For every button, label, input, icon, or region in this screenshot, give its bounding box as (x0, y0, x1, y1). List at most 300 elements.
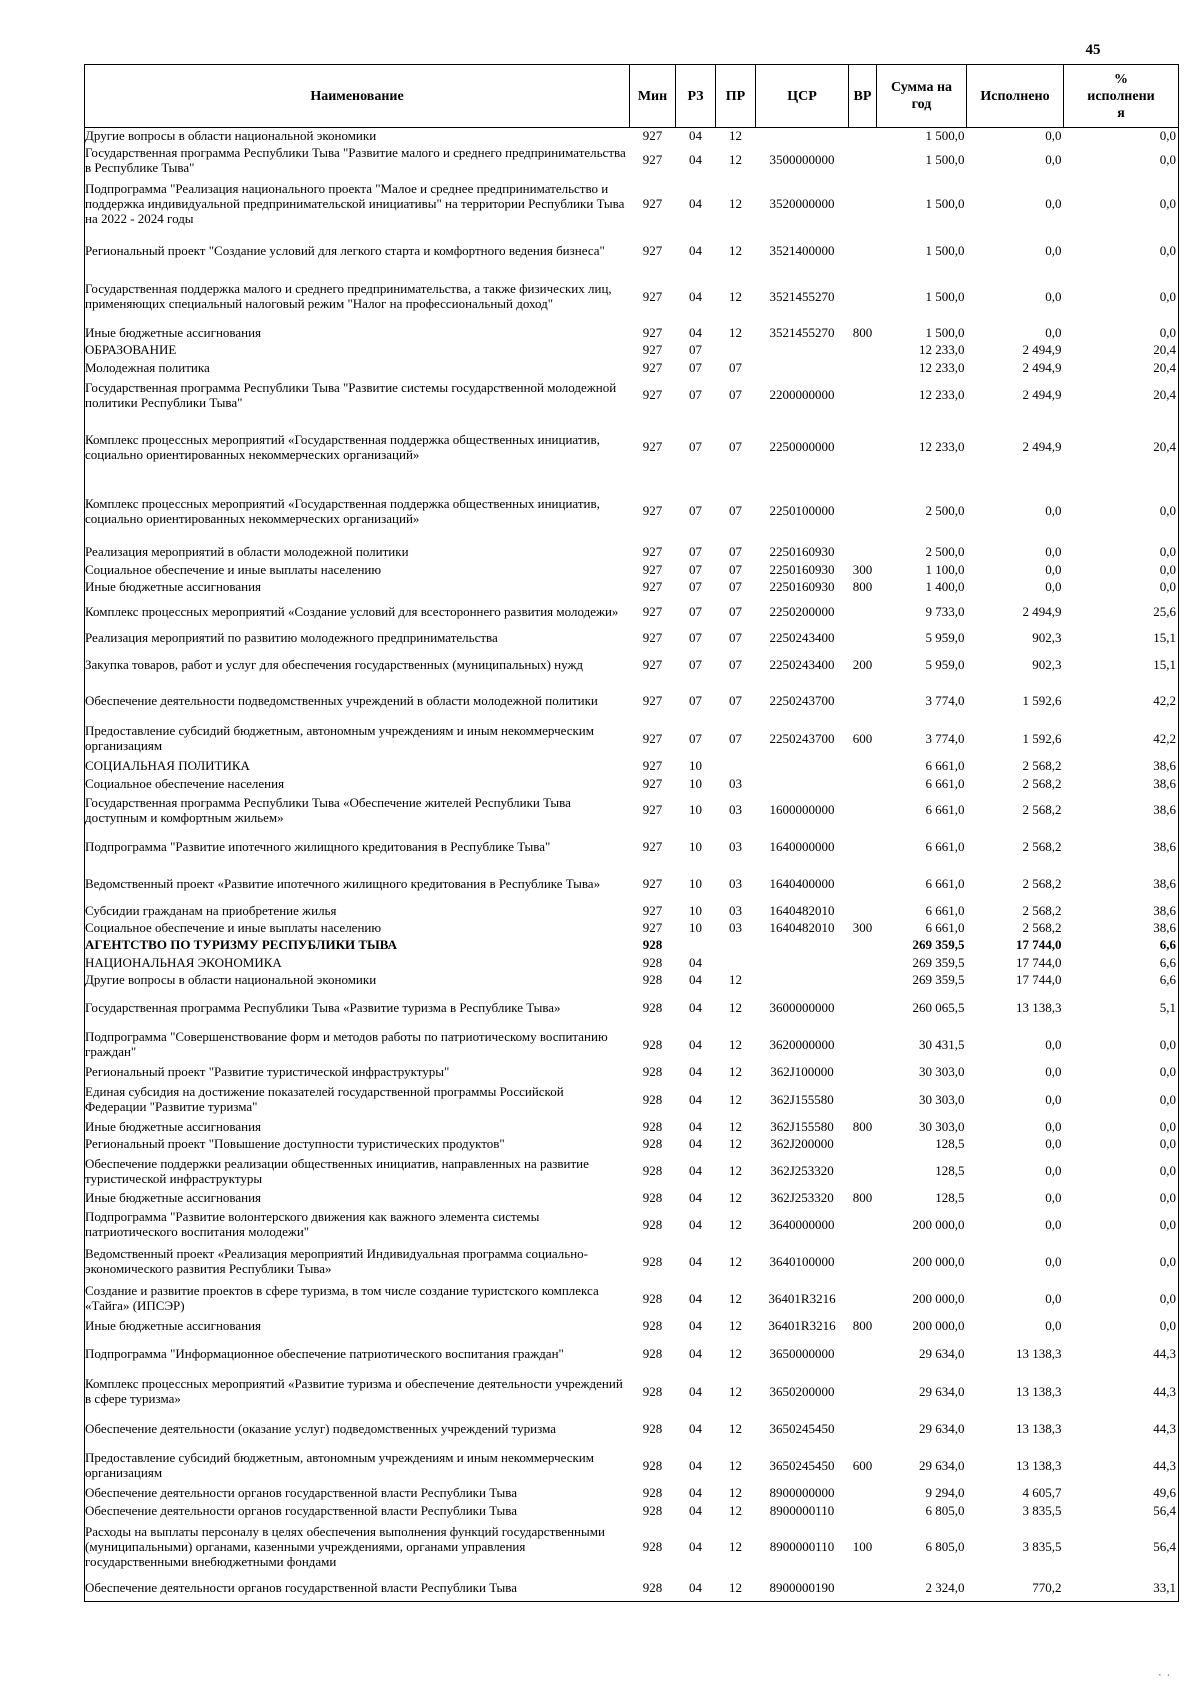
table-row (85, 648, 1179, 683)
row-done: 2 494,9 (1022, 603, 1062, 619)
row-pct: 20,4 (1064, 415, 1179, 481)
row-min: 927 (642, 876, 663, 892)
row-pr: 07 (729, 730, 742, 746)
row-csr: 3640000000 (769, 1216, 835, 1232)
row-vr (849, 233, 877, 270)
row-name: Государственная программа Республики Тыва "Развитие малого и среднего предпринимательства в Республике Тыва" (85, 145, 630, 177)
table-row (85, 145, 1179, 177)
row-pr: 12 (729, 1318, 742, 1334)
row-pr: 12 (729, 1539, 742, 1555)
row-min: 927 (642, 919, 663, 935)
row-done: 0,0 (1045, 1064, 1062, 1080)
row-pct: 38,6 (1064, 829, 1179, 867)
row-csr: 362J100000 (770, 1064, 834, 1080)
table-row (85, 415, 1179, 481)
row-csr: 3521400000 (769, 242, 835, 258)
row-sum: 1 400,0 (925, 578, 965, 594)
row-name: Закупка товаров, работ и услуг для обеспечения государственных (муниципальных) нужд (85, 648, 630, 683)
row-vr (849, 128, 877, 145)
table-body (85, 128, 1179, 1602)
row-csr: 3650000000 (769, 1346, 835, 1362)
row-csr: 1640000000 (769, 839, 835, 855)
row-pr: 12 (729, 1136, 742, 1152)
row-pr: 12 (729, 1163, 742, 1179)
row-name: Подпрограмма "Реализация национального проекта "Малое и среднее предпринимательство и поддержка индивидуальной предпринимательской инициативы" на территории Республики Тыва на 2022 - 2024 годы (85, 177, 630, 233)
row-pct: 0,0 (1064, 1207, 1179, 1244)
row-pct: 38,6 (1064, 776, 1179, 793)
row-rz: 07 (689, 503, 702, 519)
row-sum: 269 359,5 (912, 954, 965, 970)
row-name: Подпрограмма "Совершенствование форм и методов работы по патриотическому воспитанию граждан" (85, 1027, 630, 1064)
row-csr: 362J253320 (770, 1189, 834, 1205)
row-vr (849, 415, 877, 481)
row-min: 928 (642, 1420, 663, 1436)
row-pr (716, 937, 756, 955)
row-pct: 44,3 (1064, 1374, 1179, 1411)
row-vr: 300 (852, 561, 873, 577)
row-pct: 38,6 (1064, 867, 1179, 903)
table-row (85, 721, 1179, 758)
row-sum: 12 233,0 (919, 387, 965, 403)
row-rz: 04 (689, 1420, 702, 1436)
row-pr: 07 (729, 629, 742, 645)
table-row (85, 1027, 1179, 1064)
row-min: 928 (642, 1253, 663, 1269)
row-csr: 3520000000 (769, 196, 835, 212)
row-vr (849, 1374, 877, 1411)
row-pr: 12 (729, 196, 742, 212)
row-pr: 07 (729, 578, 742, 594)
table-row (85, 758, 1179, 776)
row-min: 928 (642, 1091, 663, 1107)
row-csr (756, 972, 849, 990)
row-name: Обеспечение деятельности подведомственных учреждений в области молодежной политики (85, 683, 630, 721)
row-min: 927 (642, 152, 663, 168)
row-vr (849, 177, 877, 233)
row-min: 928 (642, 972, 663, 988)
row-pct: 38,6 (1064, 758, 1179, 776)
row-sum: 128,5 (935, 1163, 965, 1179)
row-done: 2 494,9 (1022, 342, 1062, 358)
row-csr (756, 955, 849, 972)
row-name: Иные бюджетные ассигнования (85, 325, 630, 342)
row-sum: 29 634,0 (919, 1420, 965, 1436)
row-pr: 12 (729, 1502, 742, 1518)
table-row (85, 579, 1179, 596)
row-sum: 30 303,0 (919, 1118, 965, 1134)
row-min: 928 (642, 1216, 663, 1232)
row-rz: 04 (689, 999, 702, 1015)
row-rz: 10 (689, 902, 702, 918)
row-rz: 04 (689, 1457, 702, 1473)
table-row (85, 867, 1179, 903)
row-sum: 6 661,0 (925, 919, 965, 935)
row-name: Молодежная политика (85, 360, 630, 377)
row-pct: 0,0 (1064, 579, 1179, 596)
row-pr: 12 (729, 972, 742, 988)
row-vr (849, 758, 877, 776)
row-csr: 2250243400 (769, 656, 835, 672)
row-sum: 3 774,0 (925, 693, 965, 709)
row-min: 927 (642, 439, 663, 455)
row-pr: 12 (729, 1091, 742, 1107)
table-row (85, 1244, 1179, 1281)
row-name: Иные бюджетные ассигнования (85, 579, 630, 596)
row-pr: 12 (729, 1383, 742, 1399)
row-pr: 12 (729, 1189, 742, 1205)
row-vr (849, 867, 877, 903)
row-done: 0,0 (1045, 324, 1062, 340)
row-name: НАЦИОНАЛЬНАЯ ЭКОНОМИКА (85, 955, 630, 972)
row-name: Ведомственный проект «Реализация мероприятий Индивидуальная программа социально-экономического развития Республики Тыва» (85, 1244, 630, 1281)
header-min: Мин (630, 65, 676, 128)
row-min: 927 (642, 693, 663, 709)
row-pr: 07 (729, 439, 742, 455)
row-sum: 2 500,0 (925, 503, 965, 519)
row-name: Социальное обеспечение и иные выплаты населению (85, 562, 630, 579)
row-rz: 04 (689, 1036, 702, 1052)
row-done: 2 568,2 (1022, 802, 1062, 818)
row-sum: 6 805,0 (925, 1502, 965, 1518)
row-pr: 12 (729, 999, 742, 1015)
row-vr (849, 793, 877, 829)
row-name: Комплекс процессных мероприятий «Государственная поддержка общественных инициатив, социально ориентированных некоммерческих организаций» (85, 415, 630, 481)
row-csr: 2250160930 (769, 561, 835, 577)
row-pr: 07 (729, 387, 742, 403)
row-pct: 6,6 (1064, 955, 1179, 972)
row-pr: 12 (729, 1064, 742, 1080)
row-rz: 07 (689, 439, 702, 455)
row-csr: 8900000190 (756, 1576, 849, 1602)
row-name: Расходы на выплаты персоналу в целях обеспечения выполнения функций государственными (муниципальными) органами, казенными учреждениями, органами управления государственными внебюджетными фондами (85, 1520, 630, 1576)
row-min: 928 (642, 937, 663, 953)
header-csr: ЦСР (756, 65, 849, 128)
table-row (85, 543, 1179, 562)
table-row (85, 972, 1179, 990)
row-min: 927 (642, 578, 663, 594)
row-rz: 04 (689, 972, 702, 988)
row-sum: 6 661,0 (925, 775, 965, 791)
row-pct: 25,6 (1064, 596, 1179, 629)
row-min: 928 (642, 1189, 663, 1205)
row-done: 0,0 (1045, 152, 1062, 168)
row-done: 13 138,3 (1016, 1346, 1062, 1362)
row-csr (756, 776, 849, 793)
row-pct: 20,4 (1064, 377, 1179, 415)
row-rz: 04 (689, 1383, 702, 1399)
row-name: Региональный проект "Развитие туристической инфраструктуры" (85, 1064, 630, 1082)
budget-execution-table (84, 64, 1179, 1602)
row-rz: 04 (689, 1318, 702, 1334)
row-min: 928 (642, 1346, 663, 1362)
row-rz: 04 (689, 152, 702, 168)
header-pct (1064, 65, 1179, 128)
row-csr (756, 937, 849, 955)
row-pct: 0,0 (1064, 128, 1179, 145)
row-csr: 2250200000 (769, 603, 835, 619)
row-pct: 56,4 (1064, 1503, 1179, 1520)
row-rz: 04 (689, 1136, 702, 1152)
row-name: Иные бюджетные ассигнования (85, 1318, 630, 1336)
row-name: Комплекс процессных мероприятий «Государственная поддержка общественных инициатив, социально ориентированных некоммерческих организаций» (85, 481, 630, 543)
row-name: АГЕНТСТВО ПО ТУРИЗМУ РЕСПУБЛИКИ ТЫВА (85, 937, 630, 955)
row-rz: 04 (689, 1346, 702, 1362)
row-done: 0,0 (1045, 1136, 1062, 1152)
row-done: 2 494,9 (1022, 359, 1062, 375)
row-csr: 2250243400 (769, 629, 835, 645)
row-sum: 269 359,5 (912, 972, 965, 988)
row-pct: 0,0 (1064, 1154, 1179, 1190)
table-row (85, 1281, 1179, 1318)
row-pct: 0,0 (1064, 1082, 1179, 1119)
header-pct-line1: % (1114, 71, 1128, 87)
row-sum: 29 634,0 (919, 1457, 965, 1473)
row-csr: 3500000000 (769, 152, 835, 168)
row-done: 1 592,6 (1022, 730, 1062, 746)
row-min: 928 (642, 1118, 663, 1134)
row-done: 2 568,2 (1022, 876, 1062, 892)
row-vr: 800 (852, 324, 873, 340)
row-pr (716, 955, 756, 972)
row-done: 770,2 (967, 1576, 1064, 1602)
row-sum: 128,5 (935, 1189, 965, 1205)
table-row (85, 177, 1179, 233)
table-row (85, 1136, 1179, 1154)
row-done: 0,0 (1045, 1118, 1062, 1134)
row-vr (849, 596, 877, 629)
row-rz: 04 (689, 1091, 702, 1107)
row-done: 0,0 (1045, 503, 1062, 519)
row-sum: 30 431,5 (919, 1036, 965, 1052)
row-done: 0,0 (1045, 1036, 1062, 1052)
row-vr (849, 1411, 877, 1448)
row-pr: 07 (729, 503, 742, 519)
row-pct: 0,0 (1064, 233, 1179, 270)
row-rz: 04 (689, 1216, 702, 1232)
row-done: 902,3 (1032, 629, 1062, 645)
row-pct: 15,1 (1064, 629, 1179, 648)
row-sum: 200 000,0 (912, 1290, 965, 1306)
row-rz: 07 (689, 359, 702, 375)
table-row (85, 776, 1179, 793)
scan-artifact: · . (1156, 1666, 1172, 1682)
row-rz: 10 (689, 775, 702, 791)
row-pr: 07 (729, 543, 742, 559)
row-rz: 07 (689, 543, 702, 559)
row-done: 2 568,2 (1022, 758, 1062, 774)
row-rz: 10 (689, 802, 702, 818)
row-name: Региональный проект "Создание условий для легкого старта и комфортного ведения бизнеса" (85, 233, 630, 270)
row-pr (716, 342, 756, 360)
row-pct: 44,3 (1064, 1336, 1179, 1374)
row-done: 0,0 (1045, 1318, 1062, 1334)
row-vr (849, 1244, 877, 1281)
row-vr (849, 543, 877, 562)
row-rz: 04 (689, 196, 702, 212)
row-vr (849, 683, 877, 721)
row-rz: 04 (689, 1539, 702, 1555)
row-sum: 200 000,0 (912, 1253, 965, 1269)
row-csr: 2250100000 (769, 503, 835, 519)
row-csr (756, 758, 849, 776)
row-pct: 38,6 (1064, 903, 1179, 920)
row-name: Создание и развитие проектов в сфере туризма, в том числе создание туристского комплекса «Тайга» (ИПСЭР) (85, 1281, 630, 1318)
row-sum: 200 000,0 (912, 1318, 965, 1334)
row-vr (849, 1336, 877, 1374)
row-pr: 12 (729, 1216, 742, 1232)
row-sum: 128,5 (935, 1136, 965, 1152)
row-pct: 0,0 (1064, 1027, 1179, 1064)
row-pct: 0,0 (1064, 543, 1179, 562)
row-rz: 04 (689, 1485, 702, 1501)
table-row (85, 1576, 1179, 1602)
table-row (85, 990, 1179, 1027)
row-vr (849, 377, 877, 415)
row-done: 0,0 (1045, 1290, 1062, 1306)
header-name: Наименование (85, 65, 630, 128)
row-csr: 1600000000 (769, 802, 835, 818)
table-row (85, 1119, 1179, 1136)
table-row (85, 128, 1179, 145)
table-row (85, 1318, 1179, 1336)
row-name: Подпрограмма "Развитие ипотечного жилищного кредитования в Республике Тыва" (85, 829, 630, 867)
row-vr (849, 903, 877, 920)
row-pr: 12 (729, 242, 742, 258)
row-pr: 12 (729, 1118, 742, 1134)
row-rz: 07 (689, 387, 702, 403)
row-pr (716, 758, 756, 776)
table-row (85, 360, 1179, 377)
row-csr: 3600000000 (769, 999, 835, 1015)
row-rz: 04 (689, 288, 702, 304)
row-rz: 04 (689, 1118, 702, 1134)
row-sum: 12 233,0 (919, 342, 965, 358)
row-pr: 12 (729, 324, 742, 340)
row-rz: 04 (689, 1064, 702, 1080)
row-sum: 3 774,0 (925, 730, 965, 746)
row-sum: 30 303,0 (919, 1064, 965, 1080)
table-row (85, 1190, 1179, 1207)
row-pct: 0,0 (1064, 325, 1179, 342)
row-pct: 20,4 (1064, 342, 1179, 360)
row-done: 0,0 (1045, 1189, 1062, 1205)
row-vr (849, 1576, 877, 1602)
row-pct: 38,6 (1064, 793, 1179, 829)
row-done: 0,0 (1045, 578, 1062, 594)
row-vr (849, 990, 877, 1027)
row-name: Субсидии гражданам на приобретение жилья (85, 903, 630, 920)
row-done: 0,0 (1045, 127, 1062, 143)
row-csr (756, 342, 849, 360)
row-name: Предоставление субсидий бюджетным, автономным учреждениям и иным некоммерческим организациям (85, 721, 630, 758)
row-vr: 200 (852, 656, 873, 672)
row-vr (849, 972, 877, 990)
row-rz: 07 (689, 578, 702, 594)
row-min: 928 (642, 999, 663, 1015)
row-sum: 29 634,0 (919, 1383, 965, 1399)
row-pct: 0,0 (1064, 1281, 1179, 1318)
row-name: Государственная программа Республики Тыва "Развитие системы государственной молодежной политики Республики Тыва" (85, 377, 630, 415)
row-vr (849, 937, 877, 955)
row-pr: 07 (729, 603, 742, 619)
row-vr: 800 (852, 1318, 873, 1334)
row-csr: 2200000000 (769, 387, 835, 403)
row-min: 927 (642, 656, 663, 672)
table-row (85, 1485, 1179, 1503)
row-vr: 800 (852, 578, 873, 594)
row-done: 13 138,3 (1016, 1457, 1062, 1473)
row-vr (849, 481, 877, 543)
row-pr: 12 (729, 1420, 742, 1436)
row-pct: 5,1 (1064, 990, 1179, 1027)
table-row (85, 1374, 1179, 1411)
row-pr: 03 (729, 876, 742, 892)
row-pct: 44,3 (1064, 1448, 1179, 1485)
table-row (85, 955, 1179, 972)
row-pct: 20,4 (1064, 360, 1179, 377)
row-min: 928 (642, 1136, 663, 1152)
row-done: 0,0 (1045, 1163, 1062, 1179)
row-name: Подпрограмма "Информационное обеспечение патриотического воспитания граждан" (85, 1336, 630, 1374)
row-name: Комплекс процессных мероприятий «Создание условий для всестороннего развития молодежи» (85, 596, 630, 629)
row-rz (676, 937, 716, 955)
row-rz: 10 (689, 839, 702, 855)
row-vr (849, 1281, 877, 1318)
row-sum: 1 100,0 (925, 561, 965, 577)
row-csr: 2250160930 (769, 578, 835, 594)
row-name: Реализация мероприятий по развитию молодежного предпринимательства (85, 629, 630, 648)
row-min: 928 (642, 1502, 663, 1518)
row-pct: 6,6 (1064, 937, 1179, 955)
row-sum: 1 500,0 (925, 152, 965, 168)
row-rz: 10 (689, 876, 702, 892)
row-csr (756, 128, 849, 145)
row-pct: 44,3 (1064, 1411, 1179, 1448)
row-name: Обеспечение деятельности органов государственной власти Республики Тыва (85, 1503, 630, 1520)
row-pr: 07 (729, 656, 742, 672)
row-rz: 07 (689, 730, 702, 746)
row-pct: 0,0 (1064, 145, 1179, 177)
table-row (85, 325, 1179, 342)
row-sum: 12 233,0 (919, 439, 965, 455)
row-csr: 3650245450 (769, 1457, 835, 1473)
row-pr: 12 (729, 1036, 742, 1052)
table-row (85, 1503, 1179, 1520)
row-pr: 03 (729, 919, 742, 935)
row-sum: 9 733,0 (925, 603, 965, 619)
header-done: Исполнено (967, 65, 1064, 128)
row-rz: 04 (689, 127, 702, 143)
row-pr: 07 (729, 693, 742, 709)
row-csr: 3521455270 (769, 288, 835, 304)
row-done: 17 744,0 (1016, 937, 1062, 953)
row-vr (849, 1136, 877, 1154)
row-vr (849, 1207, 877, 1244)
row-vr: 600 (852, 730, 873, 746)
row-min: 927 (642, 629, 663, 645)
row-sum: 29 634,0 (919, 1346, 965, 1362)
table-row (85, 903, 1179, 920)
row-name: Социальное обеспечение населения (85, 776, 630, 793)
row-pr: 03 (729, 775, 742, 791)
row-rz: 04 (689, 324, 702, 340)
row-name: СОЦИАЛЬНАЯ ПОЛИТИКА (85, 758, 630, 776)
row-vr (849, 270, 877, 325)
row-min: 927 (642, 603, 663, 619)
row-done: 2 568,2 (1022, 839, 1062, 855)
row-pct: 42,2 (1064, 683, 1179, 721)
row-vr (849, 955, 877, 972)
